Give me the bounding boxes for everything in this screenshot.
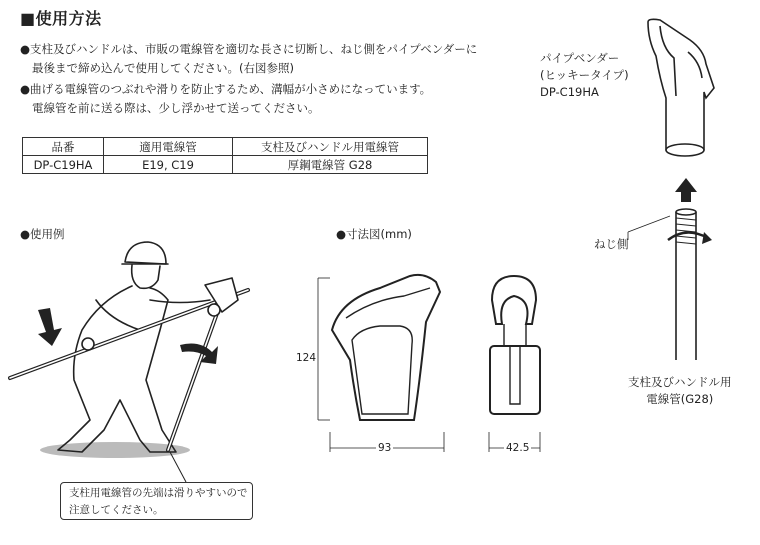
pipe-label-line-1: 支柱及びハンドル用: [628, 375, 732, 389]
cell-handle-conduit: 厚鋼電線管 G28: [233, 156, 428, 174]
cell-applicable-conduit: E19, C19: [104, 156, 233, 174]
support-pipe-drawing: [628, 209, 712, 360]
product-label: [540, 50, 629, 101]
instruction-line-3: ●曲げる電線管のつぶれや滑りを防止するため、溝幅が小さめになっています。: [20, 82, 432, 96]
header-applicable-conduit: 適用電線管: [104, 138, 233, 156]
table-row: [23, 156, 428, 174]
caution-note: [60, 482, 253, 520]
instruction-line-1: ●支柱及びハンドルは、市販の電線管を適切な長さに切断し、ねじ側をパイプベンダーに: [20, 42, 478, 56]
pipe-label-line-2: 電線管(G28): [646, 392, 714, 406]
product-label-line-3: DP-C19HA: [540, 85, 599, 99]
pipe-bender-product-drawing: [648, 19, 714, 156]
dimension-depth: 42.5: [506, 442, 530, 454]
cell-part-number: DP-C19HA: [23, 156, 104, 174]
header-handle-conduit: 支柱及びハンドル用電線管: [233, 138, 428, 156]
worker-illustration: [10, 242, 248, 458]
up-arrow-icon: [675, 178, 697, 202]
thread-side-label: ねじ側: [594, 237, 629, 251]
pipe-label: [628, 374, 732, 408]
table-header-row: [23, 138, 428, 156]
product-label-line-2: (ヒッキータイプ): [540, 68, 629, 82]
note-line-2: 注意してください。: [69, 504, 164, 516]
dimension-label: ●寸法図(mm): [336, 227, 412, 241]
spec-table: [22, 137, 428, 174]
down-arrow-icon: [38, 308, 62, 346]
product-label-line-1: パイプベンダー: [540, 51, 620, 65]
instruction-line-2: 最後まで締め込んで使用してください。(右図参照): [32, 61, 294, 75]
dimension-height: 124: [296, 352, 317, 364]
usage-example-label: ●使用例: [20, 227, 65, 241]
header-part-number: 品番: [23, 138, 104, 156]
side-view-drawing: [489, 276, 540, 452]
instruction-line-4: 電線管を前に送る際は、少し浮かせて送ってください。: [32, 101, 320, 115]
note-line-1: 支柱用電線管の先端は滑りやすいので: [69, 487, 248, 499]
front-view-drawing: [318, 275, 444, 452]
dimension-width: 93: [378, 442, 392, 454]
section-title: ■使用方法: [20, 9, 102, 28]
